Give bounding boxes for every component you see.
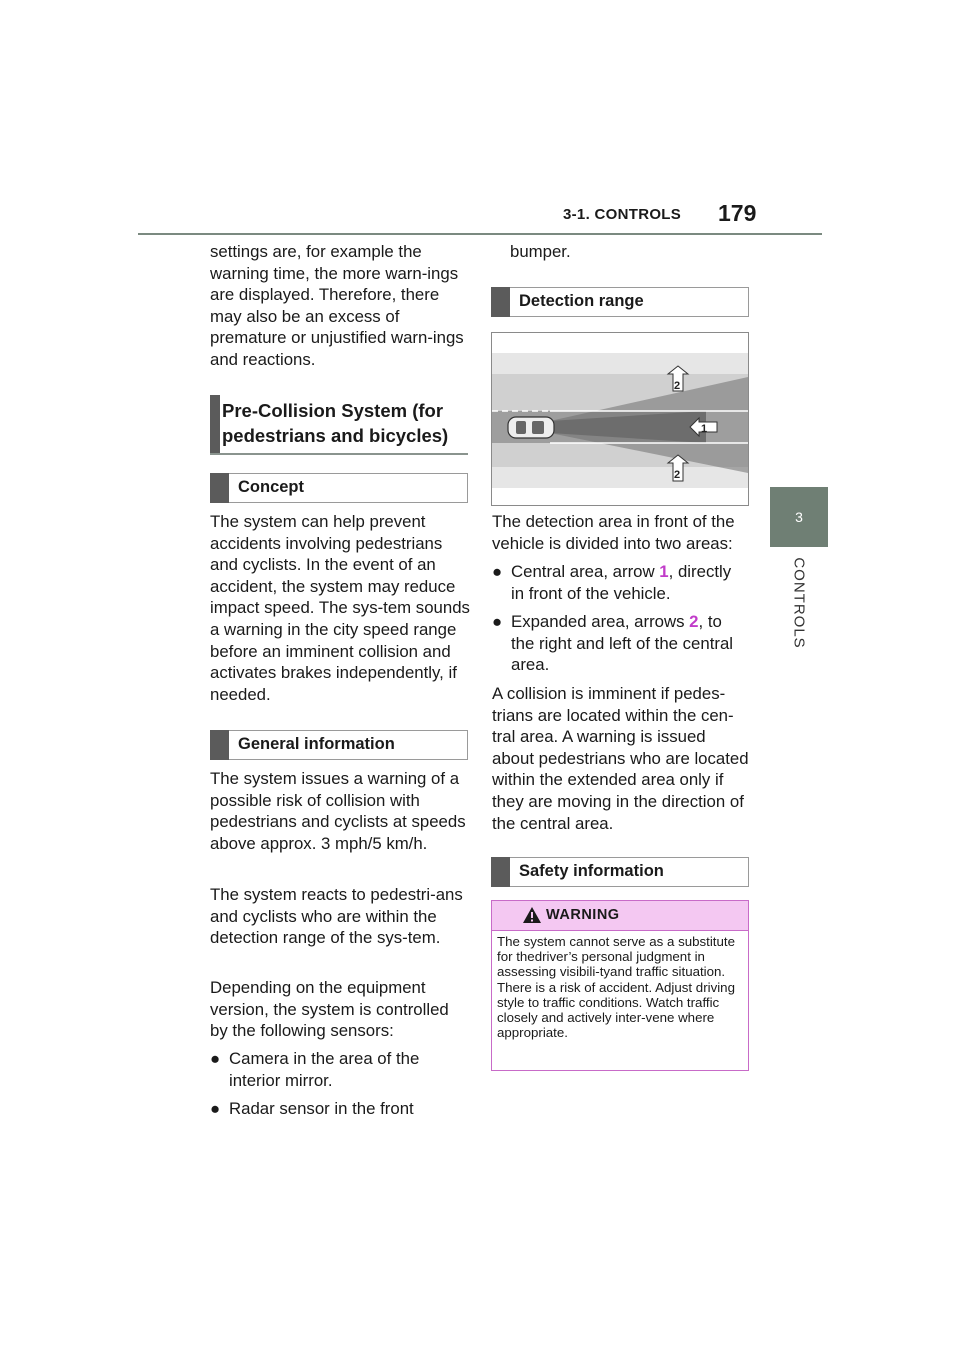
heading-bar (210, 473, 229, 503)
chapter-side-label-text: CONTROLS (790, 557, 808, 649)
general-paragraph-1: The system issues a warning of a possible risk of collision with pedestrians and cyclists at speeds above approx. 3 mph/5 km/h. (210, 769, 466, 853)
list-item (210, 1048, 470, 1092)
arrow-2-reference: 2 (689, 612, 699, 631)
warning-title: WARNING (546, 907, 620, 923)
detection-range-heading (491, 287, 749, 317)
list-item (210, 1098, 470, 1120)
continued-text: bumper. (510, 242, 571, 261)
central-area-text: Central area, arrow 1, directly in front of the vehicle. (511, 562, 732, 603)
arrow-1-label: 1 (701, 423, 708, 435)
general-information-heading-text: General information (238, 735, 395, 753)
chapter-tab (770, 487, 828, 547)
section-title: 3-1. CONTROLS (563, 206, 682, 223)
list-item (492, 561, 752, 605)
heading-bar (210, 730, 229, 760)
heading-bar (210, 395, 220, 453)
bullet-icon: ● (210, 1099, 221, 1118)
arrow-1-reference: 1 (659, 562, 669, 581)
warning-box (491, 900, 749, 1071)
main-heading-text: Pre-Collision System (for pedestrians and bicycles) (222, 400, 449, 446)
collision-paragraph: A collision is imminent if pedes-trians are located within the cen-tral area. A warning is issued about pedestrians who are located within the extended area only if they are moving in the direction of the central area. (492, 684, 749, 833)
safety-information-heading-text: Safety information (519, 862, 664, 880)
intro-paragraph: settings are, for example the warning time, the more warn-ings are displayed. Therefore, there may also be an excess of premature or unjustified warn-ings and reactions. (210, 242, 464, 369)
sensor-radar-text: Radar sensor in the front (229, 1099, 414, 1118)
safety-information-heading (491, 857, 749, 887)
chapter-tab-number: 3 (795, 509, 803, 525)
bullet-icon: ● (210, 1049, 221, 1068)
warning-triangle-icon (522, 906, 542, 924)
chapter-side-label (770, 553, 828, 653)
sensor-camera-text: Camera in the area of the interior mirror. (229, 1049, 420, 1090)
warning-header (492, 901, 748, 931)
general-information-heading (210, 730, 468, 760)
warning-text: The system cannot serve as a substitute for thedriver’s personal judgment in assessing visibili-tyand traffic situation. There is a risk of accident. Adjust driving style to traffic conditions. Watch traffic closely and actively inter-vene where appropriate. (497, 934, 735, 1041)
general-paragraph-2: The system reacts to pedestri-ans and cyclists who are within the detection range of the sys-tem. (210, 885, 463, 948)
detection-range-diagram (491, 332, 749, 506)
detection-range-heading-text: Detection range (519, 292, 644, 310)
concept-paragraph: The system can help prevent accidents involving pedestrians and cyclists. In the event of an accident, the system may reduce impact speed. The sys-tem sounds a warning in the city speed range before an imminent collision and activates brakes independently, if needed. (210, 512, 470, 704)
heading-bar (491, 857, 510, 887)
arrow-2-top-label: 2 (674, 380, 681, 392)
heading-bar (491, 287, 510, 317)
expanded-area-text: Expanded area, arrows 2, to the right and left of the central area. (511, 612, 734, 675)
car-icon (508, 417, 554, 438)
page-number: 179 (718, 200, 757, 226)
detection-paragraph: The detection area in front of the vehicle is divided into two areas: (492, 512, 735, 553)
list-item (492, 611, 752, 677)
general-paragraph-3: Depending on the equipment version, the system is controlled by the following sensors: (210, 978, 449, 1041)
arrow-2-bottom-label: 2 (674, 469, 681, 481)
header-divider (138, 233, 822, 235)
detection-range-illustration (492, 333, 748, 505)
main-heading (210, 395, 468, 455)
concept-heading-text: Concept (238, 478, 304, 496)
concept-heading (210, 473, 468, 503)
bullet-icon: ● (492, 562, 503, 581)
bullet-icon: ● (492, 612, 503, 631)
